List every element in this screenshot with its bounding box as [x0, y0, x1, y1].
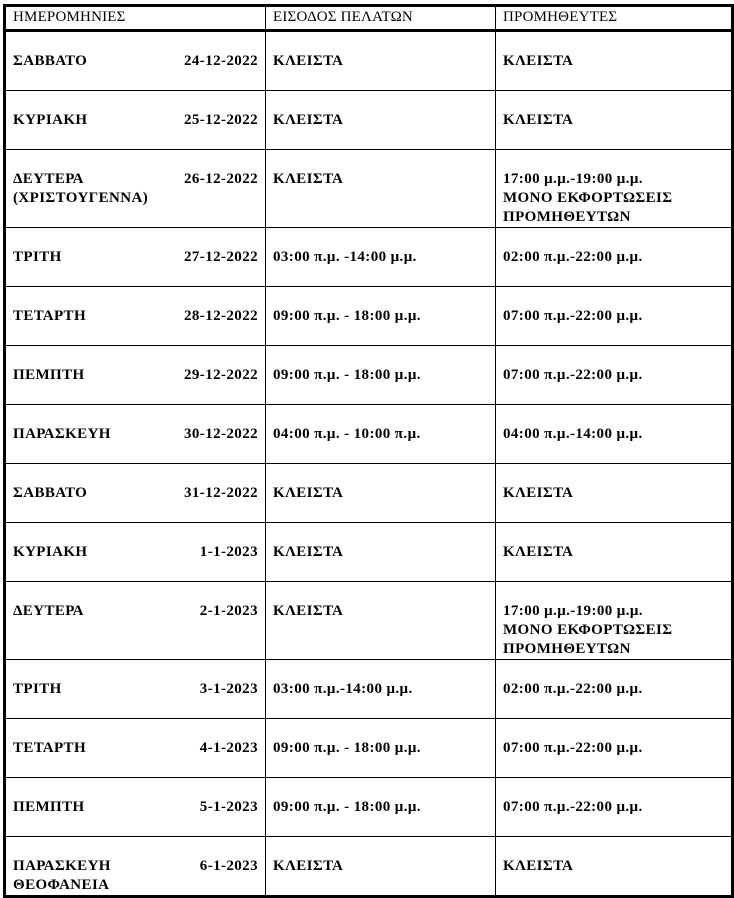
table-row: [5, 346, 733, 405]
date-value: 24-12-2022: [184, 53, 258, 69]
table-row: [5, 91, 733, 150]
customers-entry-cell: [266, 405, 496, 464]
suppliers-hours-line: 07:00 π.μ.-22:00 μ.μ.: [503, 740, 643, 756]
table-row: [5, 778, 733, 837]
date-cell: [5, 660, 266, 719]
date-value: 5-1-2023: [199, 799, 258, 815]
day-name-line: ΔΕΥΤΕΡΑ: [13, 603, 84, 619]
date-cell: [5, 287, 266, 346]
customers-entry-cell: [266, 660, 496, 719]
day-name-line: ΤΕΤΑΡΤΗ: [13, 740, 87, 756]
date-value: 4-1-2023: [199, 740, 258, 756]
customers-hours-line: ΚΛΕΙΣΤΑ: [273, 485, 344, 501]
date-value: 29-12-2022: [184, 367, 258, 383]
suppliers-hours-line: 07:00 π.μ.-22:00 μ.μ.: [503, 367, 643, 383]
suppliers-hours-line: ΚΛΕΙΣΤΑ: [503, 112, 574, 128]
customers-entry-cell: [266, 31, 496, 91]
date-cell: [5, 719, 266, 778]
header-suppliers: ΠΡΟΜΗΘΕΥΤΕΣ: [496, 6, 733, 31]
suppliers-cell: [496, 91, 733, 150]
date-cell: [5, 405, 266, 464]
suppliers-cell: [496, 719, 733, 778]
day-name-line: ΣΑΒΒΑΤΟ: [13, 53, 88, 69]
date-value: 31-12-2022: [184, 485, 258, 501]
table-body: [5, 31, 733, 897]
day-name-line: ΠΑΡΑΣΚΕΥΗ: [13, 426, 111, 442]
suppliers-cell: [496, 287, 733, 346]
customers-hours-line: ΚΛΕΙΣΤΑ: [273, 858, 344, 874]
date-cell: [5, 464, 266, 523]
suppliers-hours-line: ΠΡΟΜΗΘΕΥΤΩΝ: [503, 209, 631, 225]
table-row: [5, 837, 733, 897]
date-cell: [5, 523, 266, 582]
date-cell: [5, 837, 266, 897]
table-row: [5, 287, 733, 346]
date-value: 27-12-2022: [184, 249, 258, 265]
suppliers-hours-line: ΜΟΝΟ ΕΚΦΟΡΤΩΣΕΙΣ: [503, 622, 673, 638]
date-cell: [5, 228, 266, 287]
suppliers-hours-line: 07:00 π.μ.-22:00 μ.μ.: [503, 308, 643, 324]
date-cell: [5, 150, 266, 228]
table-row: [5, 464, 733, 523]
customers-entry-cell: [266, 91, 496, 150]
table-row: [5, 150, 733, 228]
table-row: [5, 228, 733, 287]
customers-hours-line: ΚΛΕΙΣΤΑ: [273, 53, 344, 69]
suppliers-cell: [496, 837, 733, 897]
date-cell: [5, 346, 266, 405]
day-name-line: ΠΕΜΠΤΗ: [13, 799, 85, 815]
day-name-line: ΠΕΜΠΤΗ: [13, 367, 85, 383]
date-value: 2-1-2023: [199, 603, 258, 619]
day-name-line: ΣΑΒΒΑΤΟ: [13, 485, 88, 501]
customers-hours-line: 09:00 π.μ. - 18:00 μ.μ.: [273, 308, 421, 324]
day-name-line: ΚΥΡΙΑΚΗ: [13, 112, 88, 128]
day-name-line: ΘΕΟΦΑΝΕΙΑ: [13, 877, 110, 893]
holiday-schedule-table: [3, 4, 734, 898]
suppliers-hours-line: ΚΛΕΙΣΤΑ: [503, 53, 574, 69]
customers-hours-line: 03:00 π.μ.-14:00 μ.μ.: [273, 681, 413, 697]
table-row: [5, 582, 733, 660]
suppliers-cell: [496, 31, 733, 91]
customers-hours-line: ΚΛΕΙΣΤΑ: [273, 544, 344, 560]
suppliers-cell: [496, 778, 733, 837]
customers-hours-line: ΚΛΕΙΣΤΑ: [273, 603, 344, 619]
date-cell: [5, 582, 266, 660]
date-value: 28-12-2022: [184, 308, 258, 324]
table-header-row: [5, 6, 733, 31]
suppliers-hours-line: ΚΛΕΙΣΤΑ: [503, 858, 574, 874]
customers-entry-cell: [266, 523, 496, 582]
date-value: 3-1-2023: [199, 681, 258, 697]
customers-entry-cell: [266, 228, 496, 287]
date-value: 6-1-2023: [199, 858, 258, 874]
customers-hours-line: 04:00 π.μ. - 10:00 π.μ.: [273, 426, 421, 442]
suppliers-hours-line: ΠΡΟΜΗΘΕΥΤΩΝ: [503, 641, 631, 657]
suppliers-hours-line: ΚΛΕΙΣΤΑ: [503, 544, 574, 560]
customers-entry-cell: [266, 150, 496, 228]
customers-hours-line: 09:00 π.μ. - 18:00 μ.μ.: [273, 367, 421, 383]
date-value: 30-12-2022: [184, 426, 258, 442]
suppliers-cell: [496, 346, 733, 405]
date-cell: [5, 91, 266, 150]
suppliers-cell: [496, 464, 733, 523]
date-value: 25-12-2022: [184, 112, 258, 128]
suppliers-hours-line: 02:00 π.μ.-22:00 μ.μ.: [503, 249, 643, 265]
header-dates: ΗΜΕΡΟΜΗΝΙΕΣ: [5, 6, 266, 31]
day-name-line: ΤΡΙΤΗ: [13, 681, 62, 697]
day-name-line: ΠΑΡΑΣΚΕΥΗ: [13, 858, 111, 874]
suppliers-hours-line: 02:00 π.μ.-22:00 μ.μ.: [503, 681, 643, 697]
table-row: [5, 405, 733, 464]
suppliers-hours-line: 17:00 μ.μ.-19:00 μ.μ.: [503, 171, 643, 187]
customers-hours-line: ΚΛΕΙΣΤΑ: [273, 112, 344, 128]
customers-entry-cell: [266, 582, 496, 660]
table-row: [5, 31, 733, 91]
suppliers-hours-line: 07:00 π.μ.-22:00 μ.μ.: [503, 799, 643, 815]
date-cell: [5, 31, 266, 91]
suppliers-cell: [496, 582, 733, 660]
suppliers-hours-line: 04:00 π.μ.-14:00 μ.μ.: [503, 426, 643, 442]
customers-hours-line: 09:00 π.μ. - 18:00 μ.μ.: [273, 799, 421, 815]
day-name-line: ΚΥΡΙΑΚΗ: [13, 544, 88, 560]
customers-entry-cell: [266, 464, 496, 523]
customers-hours-line: 09:00 π.μ. - 18:00 μ.μ.: [273, 740, 421, 756]
customers-entry-cell: [266, 346, 496, 405]
suppliers-hours-line: ΜΟΝΟ ΕΚΦΟΡΤΩΣΕΙΣ: [503, 190, 673, 206]
day-name-line: ΤΕΤΑΡΤΗ: [13, 308, 87, 324]
header-customers-entry: ΕΙΣΟΔΟΣ ΠΕΛΑΤΩΝ: [266, 6, 496, 31]
suppliers-hours-line: 17:00 μ.μ.-19:00 μ.μ.: [503, 603, 643, 619]
customers-entry-cell: [266, 287, 496, 346]
date-value: 26-12-2022: [184, 171, 258, 187]
suppliers-hours-line: ΚΛΕΙΣΤΑ: [503, 485, 574, 501]
suppliers-cell: [496, 228, 733, 287]
day-name-line: ΔΕΥΤΕΡΑ: [13, 171, 84, 187]
customers-entry-cell: [266, 778, 496, 837]
suppliers-cell: [496, 405, 733, 464]
suppliers-cell: [496, 660, 733, 719]
date-cell: [5, 778, 266, 837]
table-row: [5, 660, 733, 719]
customers-entry-cell: [266, 837, 496, 897]
suppliers-cell: [496, 523, 733, 582]
date-value: 1-1-2023: [199, 544, 258, 560]
suppliers-cell: [496, 150, 733, 228]
customers-entry-cell: [266, 719, 496, 778]
table-row: [5, 719, 733, 778]
table-row: [5, 523, 733, 582]
customers-hours-line: 03:00 π.μ. -14:00 μ.μ.: [273, 249, 417, 265]
day-name-line: (ΧΡΙΣΤΟΥΓΕΝΝΑ): [13, 190, 149, 206]
day-name-line: ΤΡΙΤΗ: [13, 249, 62, 265]
customers-hours-line: ΚΛΕΙΣΤΑ: [273, 171, 344, 187]
